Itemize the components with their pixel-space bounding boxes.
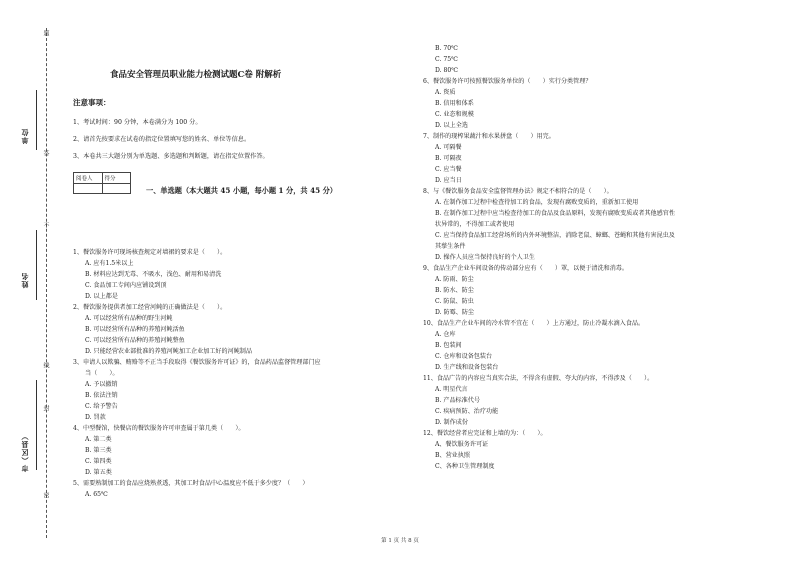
answer-option: C. 仓库和设备包装台 — [435, 353, 493, 360]
question-text: 9、食品生产企业车间设备的传动部分应有（ ）罩，以便于清洗和消毒。 — [423, 265, 628, 272]
question-text: 12、餐饮经营者应完证和上墙的为：（ ）。 — [423, 430, 547, 437]
reviewer-cell — [74, 183, 103, 194]
answer-option: C. 应当保持食品加工经营场所的内外环境整洁，消除老鼠、蟑螂、苍蝇和其他有害昆虫及 — [435, 232, 675, 239]
margin-fill-line-unit — [36, 90, 37, 150]
question-continuation: 其孳生条件 — [435, 243, 466, 250]
answer-option: A. 65℃ — [85, 491, 108, 498]
answer-option: B. 第三类 — [85, 447, 112, 454]
answer-option: B. 包装间 — [435, 342, 462, 349]
answer-option: A. 明星代言 — [435, 386, 468, 393]
question-text: 5、需要熟制加工的食品应烧熟煮透，其加工时食品中心温度应不低于多少度？（ ） — [73, 480, 309, 487]
answer-option: A. 可隔餐 — [435, 144, 462, 151]
answer-option: D. 生产线和设备包装台 — [435, 364, 499, 371]
margin-mark: 题 — [42, 30, 49, 36]
answer-option: C. 第四类 — [85, 458, 112, 465]
answer-option: D. 以上都是 — [85, 293, 118, 300]
answer-option: A. 可以经营所有品种的野生河鲀 — [85, 315, 173, 322]
question-text: 3、申请人以欺骗、贿赂等不正当手段取得《餐饮服务许可证》的，食品药品监督管理部门应 — [73, 359, 321, 366]
margin-mark: 不 — [42, 222, 49, 228]
answer-option: A. 第二类 — [85, 436, 112, 443]
question-text: 7、制作的现榨果蔬汁和水果拼盘（ ）用完。 — [423, 133, 555, 140]
answer-option: C. 疾病预防、治疗功能 — [435, 408, 499, 415]
notice-heading: 注意事项： — [73, 98, 111, 107]
margin-fill-line-name — [36, 230, 37, 300]
questions-left-column — [73, 247, 321, 500]
answer-option: A. 应有1.5米以上 — [85, 260, 134, 267]
notice-item: 2、请首先按要求在试卷的指定位置填写您的姓名、单位等信息。 — [73, 136, 251, 143]
answer-option: A. 资质 — [435, 89, 456, 96]
question-text: 1、餐饮服务许可现场核查规定对墙裙的要求是（ ）。 — [73, 249, 227, 256]
score-label: 得分 — [102, 173, 131, 184]
answer-option: C. 给予警告 — [85, 403, 118, 410]
question-continuation: 状异常的，不得加工或者使用 — [435, 221, 515, 228]
answer-option: B. 依法注销 — [85, 392, 118, 399]
margin-fill-line-district — [36, 380, 37, 470]
answer-option: D. 以上全选 — [435, 122, 468, 129]
score-box — [73, 172, 131, 194]
question-text: 11、食品广告的内容应当真实合法，不得含有虚假、夸大的内容，不得涉及（ ）。 — [423, 375, 654, 382]
answer-option: D. 应当日 — [435, 177, 462, 184]
answer-option: C. 75℃ — [435, 56, 458, 63]
answer-option: B. 在制作加工过程中应当检查待加工的食品及食品原料，发现有腐败变质或者其他感官性 — [435, 210, 675, 217]
question-text: 10、食品生产企业车间的冷水管不宜在（ ）上方通过，防止冷凝水滴入食品。 — [423, 320, 645, 327]
notice-item: 1、考试时间：90 分钟，本卷满分为 100 分。 — [73, 119, 202, 126]
answer-option: A. 予以撤销 — [85, 381, 118, 388]
answer-option: C. 应当餐 — [435, 166, 462, 173]
margin-mark: 线 — [42, 362, 49, 368]
reviewer-label: 阅卷人 — [74, 173, 103, 184]
question-text: 8、与《餐饮服务食品安全监督管理办法》规定不相符合的是（ ）。 — [423, 188, 613, 195]
answer-option: B. 可以经营所有品种的养殖河鲀活鱼 — [85, 326, 185, 333]
question-text: 4、中型餐馆，快餐店的餐饮服务许可审查属于第几类（ ）。 — [73, 425, 245, 432]
margin-mark: 封 — [42, 405, 49, 411]
answer-option: D. 只能经营农业部批准的养殖河鲀加工企业加工好的河鲀制品 — [85, 348, 252, 355]
page-title: 食品安全管理员职业能力检测试题C卷 附解析 — [110, 70, 282, 80]
answer-option: B. 产品标准代号 — [435, 397, 480, 404]
answer-option: D. 制作成份 — [435, 419, 468, 426]
answer-option: B. 材料应达到无毒、不吸水，浅色、耐用和易清洗 — [85, 271, 222, 278]
binding-dashed-line — [46, 28, 47, 538]
question-continuation: 当（ ）。 — [85, 370, 119, 377]
question-text: 6、餐饮服务许可按照餐饮服务单位的（ ）实行分类管理？ — [423, 78, 592, 85]
answer-option: B. 防水、防尘 — [435, 287, 474, 294]
answer-option: D. 罚款 — [85, 414, 106, 421]
answer-option: B. 70℃ — [435, 45, 458, 52]
answer-option: D. 80℃ — [435, 67, 459, 74]
questions-right-column — [423, 43, 675, 472]
margin-label-district: 市（区县） — [20, 432, 29, 472]
question-text: 2、餐饮服务提供者加工经营河鲀的正确做法是（ ）。 — [73, 304, 227, 311]
margin-label-name: 姓名 — [20, 272, 29, 288]
answer-option: A. 在制作加工过程中检查待加工的食品，发现有腐败变质的，重新加工使用 — [435, 199, 639, 206]
answer-option: D. 防霉、防尘 — [435, 309, 475, 316]
answer-option: A. 仓库 — [435, 331, 456, 338]
score-cell — [102, 183, 131, 194]
answer-option: B. 信用和体系 — [435, 100, 474, 107]
margin-mark: 密 — [42, 492, 49, 498]
answer-option: C. 业态和规模 — [435, 111, 474, 118]
answer-option: A、餐饮服务许可证 — [435, 441, 489, 448]
page-footer: 第 1 页 共 8 页 — [381, 538, 419, 544]
answer-option: C、各种卫生管理制度 — [435, 463, 495, 470]
answer-option: D. 第五类 — [85, 469, 112, 476]
answer-option: B. 可隔夜 — [435, 155, 462, 162]
answer-option: B、营业执照 — [435, 452, 470, 459]
margin-mark: 答 — [42, 150, 49, 156]
notice-item: 3、本卷共三大题分别为单选题、多选题和判断题，请在指定位置作答。 — [73, 153, 269, 160]
margin-label-unit: 单位 — [20, 128, 29, 144]
answer-option: C. 可以经营所有品种的养殖河鲀整鱼 — [85, 337, 185, 344]
answer-option: C. 食品加工专间内应铺设到顶 — [85, 282, 167, 289]
answer-option: A. 防雨、防尘 — [435, 276, 474, 283]
answer-option: C. 防鼠、防虫 — [435, 298, 474, 305]
section-heading: 一、单选题（本大题共 45 小题，每小题 1 分，共 45 分） — [146, 186, 337, 195]
answer-option: D. 操作人员应当保持良好的个人卫生 — [435, 254, 535, 261]
